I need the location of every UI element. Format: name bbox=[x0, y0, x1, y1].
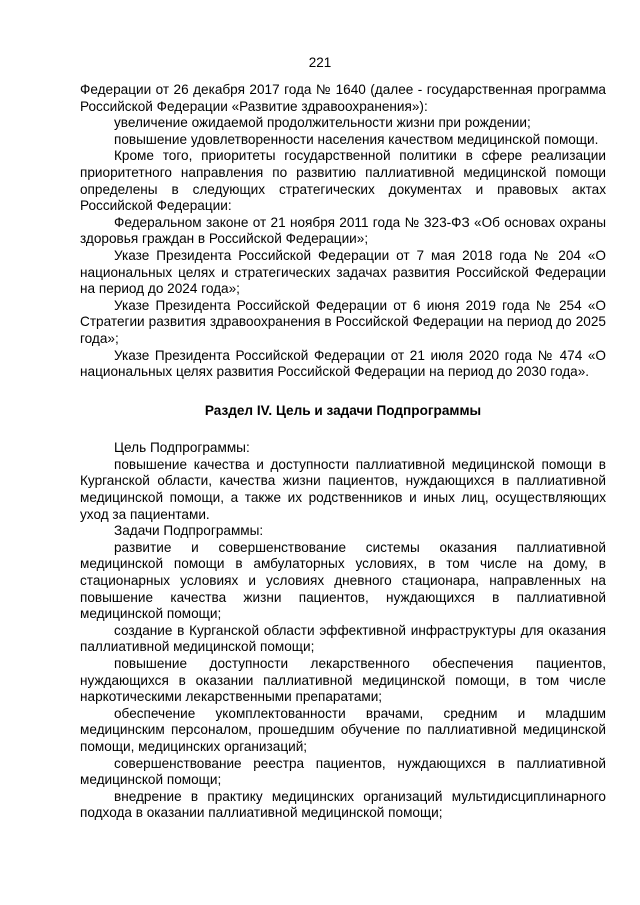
page-number: 221 bbox=[308, 55, 332, 70]
goal-text: повышение качества и доступности паллиативной медицинской помощи в Курганской области, качества жизни пациентов, нуждающихся в паллиативной медицинской помощи, а также их родственников и иных лиц, осуществляющих уход за пациентами. bbox=[80, 456, 606, 522]
task-item-infrastructure: создание в Курганской области эффективной инфраструктуры для оказания паллиативной медицинской помощи; bbox=[80, 622, 606, 655]
task-item-registry: совершенствование реестра пациентов, нуждающихся в паллиативной медицинской помощи; bbox=[80, 755, 606, 788]
list-item-life-expectancy: увеличение ожидаемой продолжительности жизни при рождении; bbox=[114, 115, 531, 131]
page-content bbox=[80, 82, 606, 822]
section-heading: Раздел IV. Цель и задачи Подпрограммы bbox=[204, 402, 482, 418]
tasks-label: Задачи Подпрограммы: bbox=[114, 523, 264, 539]
list-item-decree-254: Указе Президента Российской Федерации от 6 июня 2019 года № 254 «О Стратегии развития здравоохранения в Российской Федерации на период до 2025 года»; bbox=[80, 297, 606, 346]
task-item-multidisciplinary: внедрение в практику медицинских организаций мультидисциплинарного подхода в оказании паллиативной медицинской помощи; bbox=[80, 788, 606, 821]
paragraph-continuation: Федерации от 26 декабря 2017 года № 1640 (далее - государственная программа Российской Федерации «Развитие здравоохранения»): bbox=[80, 82, 606, 114]
task-item-staffing: обеспечение укомплектованности врачами, средним и младшим медицинским персоналом, прошедшим обучение по паллиативной медицинской помощи, медицинских организаций; bbox=[80, 705, 606, 754]
list-item-decree-474: Указе Президента Российской Федерации от 21 июля 2020 года № 474 «О национальных целях развития Российской Федерации на период до 2030 года». bbox=[80, 347, 606, 380]
task-item-drugs: повышение доступности лекарственного обеспечения пациентов, нуждающихся в оказании паллиативной медицинской помощи, в том числе наркотическими лекарственными препаратами; bbox=[80, 656, 606, 705]
goal-label: Цель Подпрограммы: bbox=[114, 440, 250, 456]
list-item-decree-204: Указе Президента Российской Федерации от 7 мая 2018 года № 204 «О национальных целях и стратегических задачах развития Российской Федерации на период до 2024 года»; bbox=[80, 247, 606, 297]
list-item-federal-law: Федеральном законе от 21 ноября 2011 года № 323-ФЗ «Об основах охраны здоровья граждан в Российской Федерации»; bbox=[80, 214, 606, 247]
paragraph-priorities: Кроме того, приоритеты государственной политики в сфере реализации приоритетного направления по развитию паллиативной медицинской помощи определены в следующих стратегических документах и правовых актах Российской Федерации: bbox=[80, 148, 606, 214]
list-item-satisfaction: повышение удовлетворенности населения качеством медицинской помощи. bbox=[114, 131, 599, 147]
task-item-system: развитие и совершенствование системы оказания паллиативной медицинской помощи в амбулаторных условиях, в том числе на дому, в стационарных условиях и условиях дневного стационара, направленных на повышение качества жизни пациентов, нуждающихся в паллиативной медицинской помощи; bbox=[80, 539, 606, 622]
